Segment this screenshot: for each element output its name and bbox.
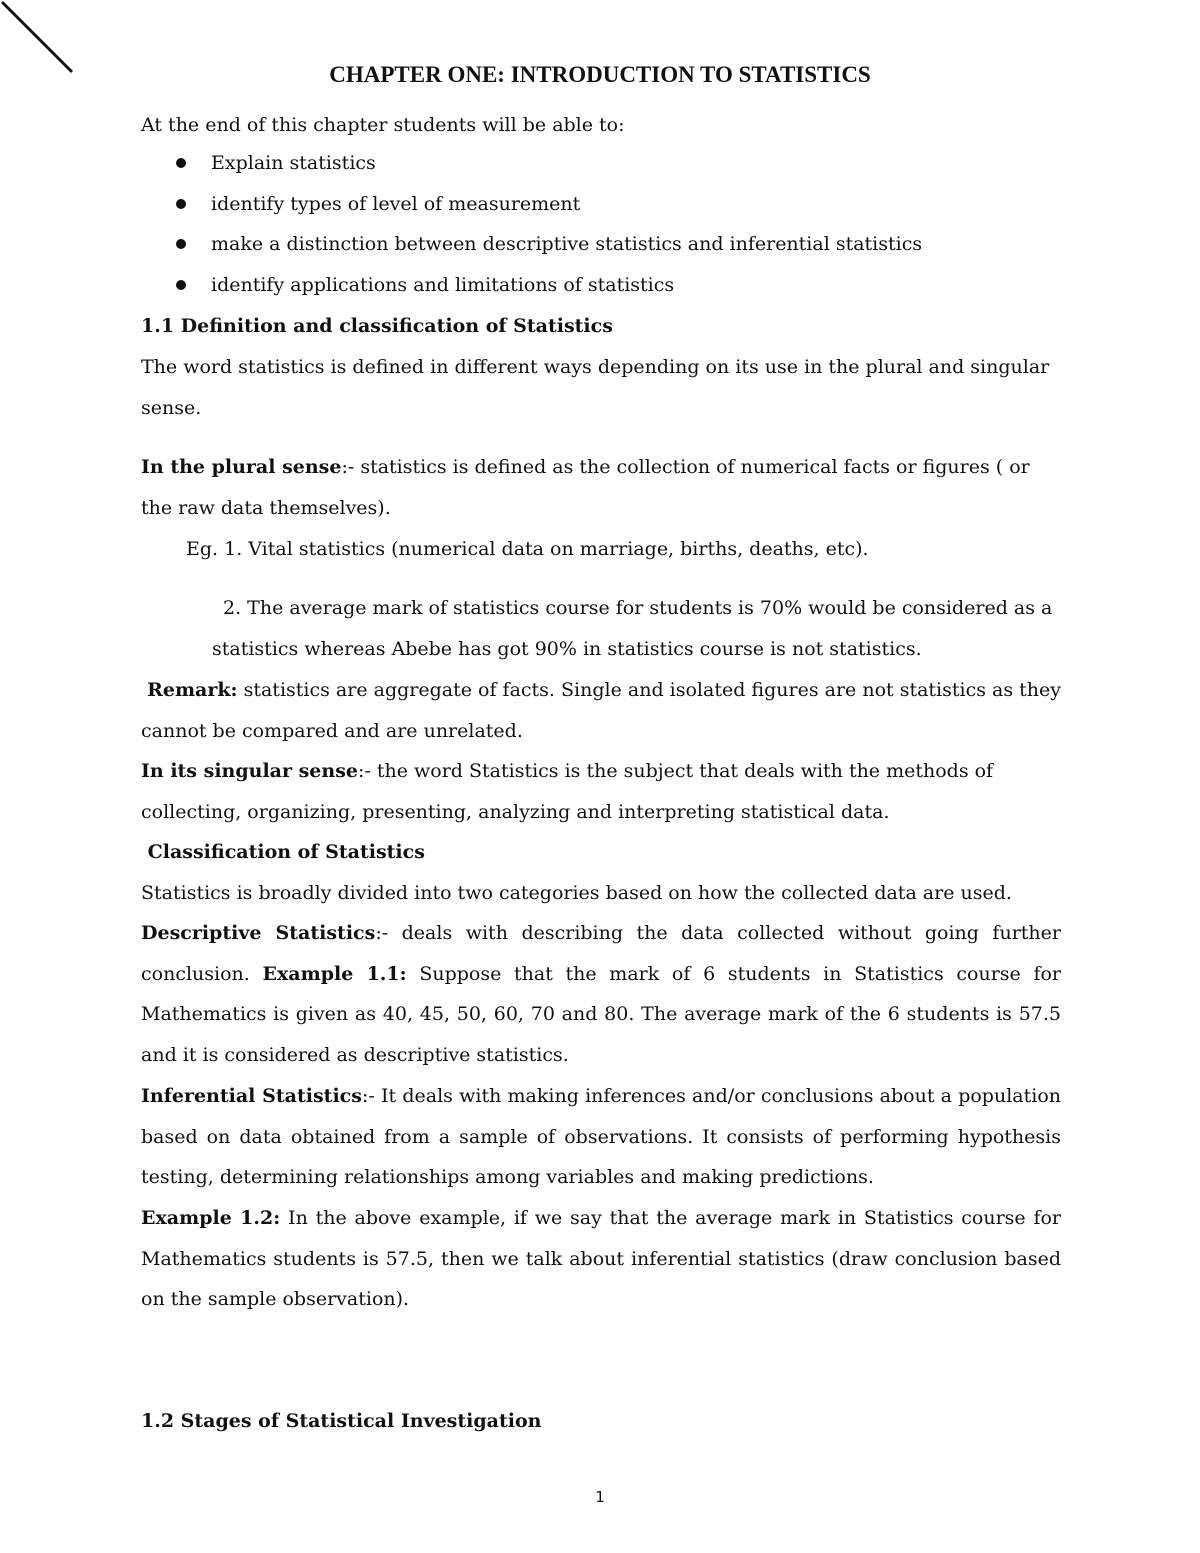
example-1-2-label: Example 1.2: [141, 1207, 281, 1229]
objective-item: identify types of level of measurement [171, 184, 922, 225]
descriptive-statistics-paragraph [141, 913, 1061, 1075]
bullet-icon [176, 199, 186, 209]
classification-heading: Classification of Statistics [147, 841, 425, 863]
example-1-2-text: In the above example, if we say that the average mark in Statistics course for Mathematics students is 57.5, then we talk about inferential statistics (draw conclusion based on the sample observation). [141, 1207, 1062, 1310]
objectives-list [171, 143, 922, 305]
inferential-statistics-paragraph [141, 1076, 1061, 1198]
bullet-icon [176, 158, 186, 168]
example-1-1-label: Example 1.1: [262, 962, 407, 985]
bullet-icon [176, 239, 186, 249]
intro-text: At the end of this chapter students will be able to: [141, 114, 625, 136]
singular-sense-label: In its singular sense [141, 760, 358, 782]
plural-sense-text: :- statistics is defined as the collection of numerical facts or figures ( or the raw data themselves). [141, 456, 1030, 519]
remark-label: Remark: [147, 679, 238, 701]
section-1-1-heading: 1.1 Definition and classification of Statistics [141, 315, 613, 337]
chapter-title: CHAPTER ONE: INTRODUCTION TO STATISTICS [329, 62, 871, 87]
corner-slash-mark [0, 0, 80, 80]
singular-sense-paragraph [141, 751, 1061, 832]
remark-text: statistics are aggregate of facts. Single and isolated figures are not statistics as they cannot be compared and are unrelated. [141, 679, 1062, 742]
singular-sense-text: :- the word Statistics is the subject that deals with the methods of collecting, organizing, presenting, analyzing and interpreting statistical data. [141, 760, 994, 823]
objective-item: identify applications and limitations of statistics [171, 265, 922, 306]
inferential-text: :- It deals with making inferences and/or conclusions about a population based on data obtained from a sample of observations. It consists of performing hypothesis testing, determining relationships among variables and making predictions. [141, 1085, 1061, 1188]
bullet-icon [176, 280, 186, 290]
page-number: 1 [595, 1488, 605, 1506]
plural-sense-paragraph [141, 447, 1061, 528]
inferential-label: Inferential Statistics [141, 1085, 362, 1107]
example-1-line: Eg. 1. Vital statistics (numerical data on marriage, births, deaths, etc). [186, 538, 869, 560]
example-1-1-text: Suppose that the mark of 6 students in Statistics course for Mathematics is given as 40, 45, 50, 60, 70 and 80. The average mark of the 6 students is 57.5 and it is considered as descriptive statistics. [141, 962, 1062, 1066]
classification-paragraph: Statistics is broadly divided into two categories based on how the collected data are used. [141, 882, 1012, 904]
remark-paragraph [141, 670, 1061, 751]
descriptive-text: :- deals with describing the data collected without going further conclusion. [141, 922, 1061, 985]
example-2-line-1: 2. The average mark of statistics course for students is 70% would be considered as a [223, 597, 1053, 619]
example-2-line-2: statistics whereas Abebe has got 90% in statistics course is not statistics. [212, 638, 922, 660]
objective-item: Explain statistics [171, 143, 922, 184]
definition-paragraph: The word statistics is defined in different ways depending on its use in the plural and singular sense. [141, 356, 1050, 419]
section-1-2-heading: 1.2 Stages of Statistical Investigation [141, 1410, 542, 1432]
plural-sense-label: In the plural sense [141, 456, 342, 478]
objective-item: make a distinction between descriptive statistics and inferential statistics [171, 224, 922, 265]
descriptive-label: Descriptive Statistics [141, 922, 376, 944]
example-1-2-paragraph [141, 1198, 1061, 1320]
